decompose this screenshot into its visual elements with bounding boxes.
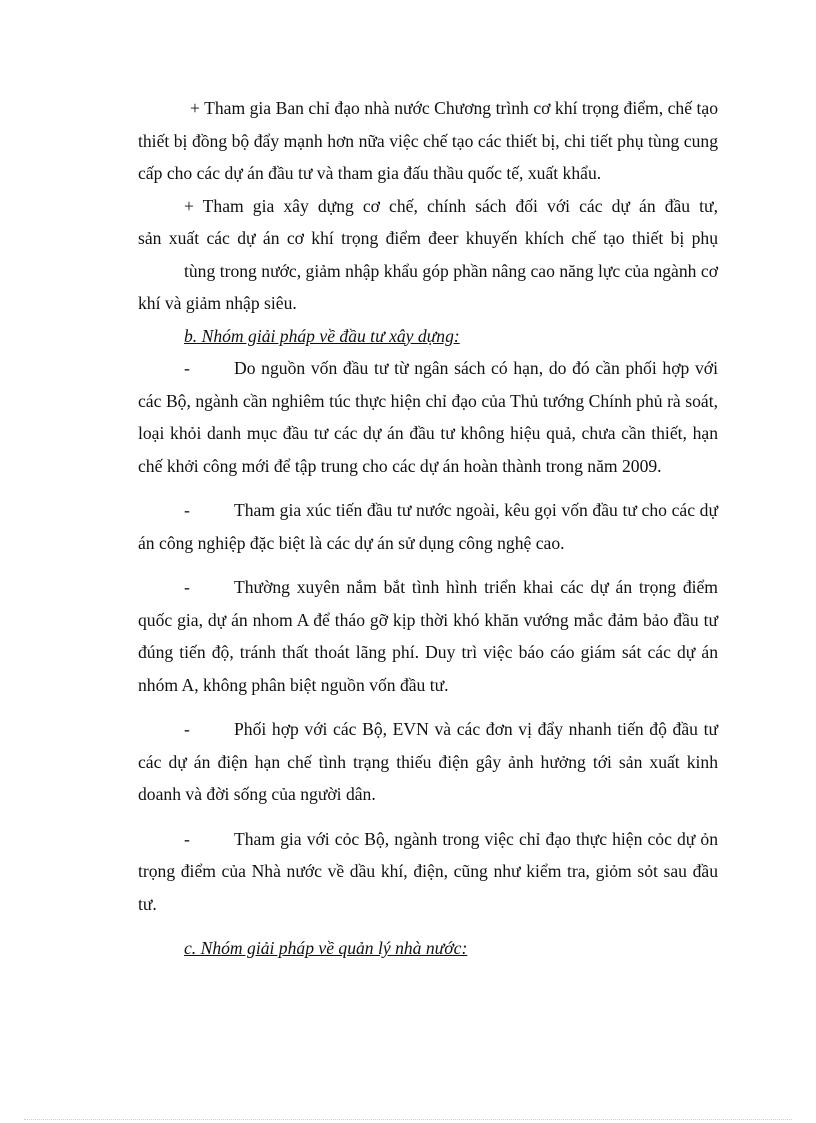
- bullet-text: Do nguồn vốn đầu tư từ ngân sách có hạn, do đó cần phối hợp với các Bộ, ngành cần nghiêm túc thực hiện chỉ đạo của Thủ tướng Chính phủ rà soát, loại khỏi danh mục đầu tư các dự án đầu tư không hiệu quả, chưa cần thiết, hạn chế khởi công mới để tập trung cho các dự án hoàn thành trong năm 2009.: [138, 358, 718, 476]
- bullet-dash: -: [184, 500, 190, 520]
- spacer: [138, 811, 718, 823]
- page-bottom-border: [24, 1119, 792, 1120]
- bullet-dash: -: [184, 719, 190, 739]
- spacer: [138, 920, 718, 932]
- paragraph-mechanical-program: + Tham gia Ban chỉ đạo nhà nước Chương trình cơ khí trọng điểm, chế tạo thiết bị đồng bộ đẩy mạnh hơn nữa việc chế tạo các thiết bị, chi tiết phụ tùng cung cấp cho các dự án đầu tư và tham gia đấu thầu quốc tế, xuất khẩu.: [138, 98, 718, 183]
- bullet-text: Thường xuyên nắm bắt tình hình triển khai các dự án trọng điểm quốc gia, dự án nhom A để tháo gỡ kịp thời khó khăn vướng mắc đảm bảo đầu tư đúng tiến độ, tránh thất thoát lãng phí. Duy trì việc báo cáo giám sát các dự án nhóm A, không phân biệt nguồn vốn đầu tư.: [138, 577, 718, 695]
- paragraph-policy-rest: tùng trong nước, giảm nhập khẩu góp phần nâng cao năng lực của ngành cơ khí và giảm nhập siêu.: [138, 260, 718, 313]
- spacer: [138, 482, 718, 494]
- spacer: [138, 559, 718, 571]
- spacer: [138, 701, 718, 713]
- bullet-item-4: [138, 713, 718, 811]
- paragraph-policy-line-1: + Tham gia xây dựng cơ chế, chính sách đối với các dự án đầu tư,: [184, 195, 718, 216]
- paragraph-policy-mechanism: [138, 190, 718, 320]
- paragraph-policy-line-2: sản xuất các dự án cơ khí trọng điểm đeer khuyến khích chế tạo thiết bị phụ: [138, 228, 718, 248]
- bullet-text: Phối hợp với các Bộ, EVN và các đơn vị đẩy nhanh tiến độ đầu tư các dự án điện hạn chế tình trạng thiếu điện gây ảnh hưởng tới sản xuất kinh doanh và đời sống của người dân.: [138, 719, 718, 804]
- bullet-text: Tham gia xúc tiến đầu tư nước ngoài, kêu gọi vốn đầu tư cho các dự án công nghiệp đặc biệt là các dự án sử dụng công nghệ cao.: [138, 500, 718, 553]
- bullet-item-3: [138, 571, 718, 701]
- bullet-item-1: [138, 352, 718, 482]
- bullet-dash: -: [184, 577, 190, 597]
- bullet-item-5: [138, 823, 718, 921]
- bullet-dash: -: [184, 358, 190, 378]
- document-body: [138, 92, 718, 965]
- bullet-dash: -: [184, 828, 190, 849]
- bullet-text: Tham gia với cỏc Bộ, ngành trong việc chỉ đạo thực hiện cỏc dự ỏn trọng điểm của Nhà nước về dầu khí, điện, cũng như kiểm tra, giỏm sỏt sau đầu tư.: [138, 828, 718, 914]
- section-heading-c: c. Nhóm giải pháp về quản lý nhà nước:: [184, 938, 468, 958]
- bullet-item-2: [138, 494, 718, 559]
- section-heading-b: b. Nhóm giải pháp về đầu tư xây dựng:: [184, 325, 460, 346]
